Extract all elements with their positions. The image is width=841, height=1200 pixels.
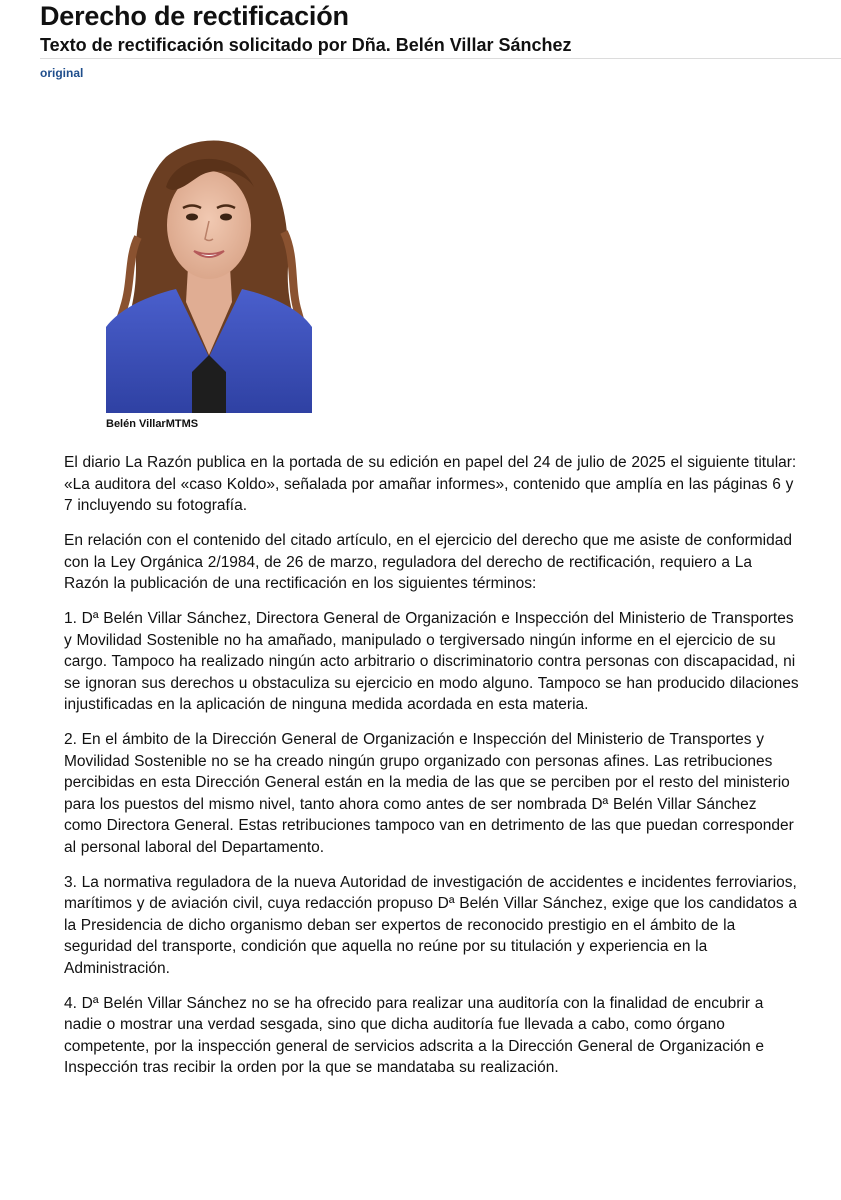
original-link[interactable]: original: [40, 66, 84, 80]
header-divider: [40, 58, 841, 59]
page-title: Derecho de rectificación: [40, 1, 349, 31]
paragraph-point-1: 1. Dª Belén Villar Sánchez, Directora General de Organización e Inspección del Ministerio de Transportes y Movilidad Sostenible no ha amañado, manipulado o tergiversado ningún informe en el ejercicio de su cargo. Tampoco ha realizado ningún acto arbitrario o discriminatorio contra personas con discapacidad, ni se ignoran sus derechos u obstaculiza su ejercicio en modo alguno. Tampoco se han producido dilaciones injustificadas en la aplicación de ninguna medida acordada en esta materia.: [64, 610, 799, 713]
paragraph-point-4: 4. Dª Belén Villar Sánchez no se ha ofrecido para realizar una auditoría con la finalidad de encubrir a nadie o mostrar una verdad sesgada, sino que dicha auditoría fue llevada a cabo, como órgano competente, por la inspección general de servicios adscrita a la Dirección General de Organización e Inspección tras recibir la orden por la que se mandataba su realización.: [64, 994, 765, 1076]
page-subtitle: Texto de rectificación solicitado por Dña. Belén Villar Sánchez: [40, 35, 572, 55]
portrait-photo[interactable]: [106, 117, 312, 413]
paragraph-point-3: 3. La normativa reguladora de la nueva Autoridad de investigación de accidentes e incidentes ferroviarios, marítimos y de aviación civil, cuya redacción propuso Dª Belén Villar Sánchez, exige que los candidatos a la Presidencia de dicho organismo deban ser expertos de reconocido prestigio en el ámbito de la seguridad del transporte, condición que aquella no reúne por su titulación y experiencia en la Administración.: [64, 873, 797, 977]
article-body: [64, 452, 799, 1092]
photo-caption: Belén VillarMTMS: [106, 418, 199, 430]
paragraph-intro: El diario La Razón publica en la portada de su edición en papel del 24 de julio de 2025 el siguiente titular: «La auditora del «caso Koldo», señalada por amañar informes», contenido que amplía en las páginas 6 y 7 incluyendo su fotografía.: [64, 454, 797, 514]
paragraph-request: En relación con el contenido del citado artículo, en el ejercicio del derecho que me asiste de conformidad con la Ley Orgánica 2/1984, de 26 de marzo, reguladora del derecho de rectificación, requiero a La Razón la publicación de una rectificación en los siguientes términos:: [64, 532, 792, 592]
paragraph-point-2: 2. En el ámbito de la Dirección General de Organización e Inspección del Ministerio de Transportes y Movilidad Sostenible no se ha creado ningún grupo organizado con personas afines. Las retribuciones percibidas en esta Dirección General están en la media de las que se perciben por el resto del ministerio para los puestos del mismo nivel, tanto ahora como antes de ser nombrada Dª Belén Villar Sánchez como Directora General. Estas retribuciones tampoco van en detrimento de las que puedan corresponder al personal laboral del Departamento.: [64, 731, 794, 856]
portrait-illustration: [106, 117, 312, 413]
